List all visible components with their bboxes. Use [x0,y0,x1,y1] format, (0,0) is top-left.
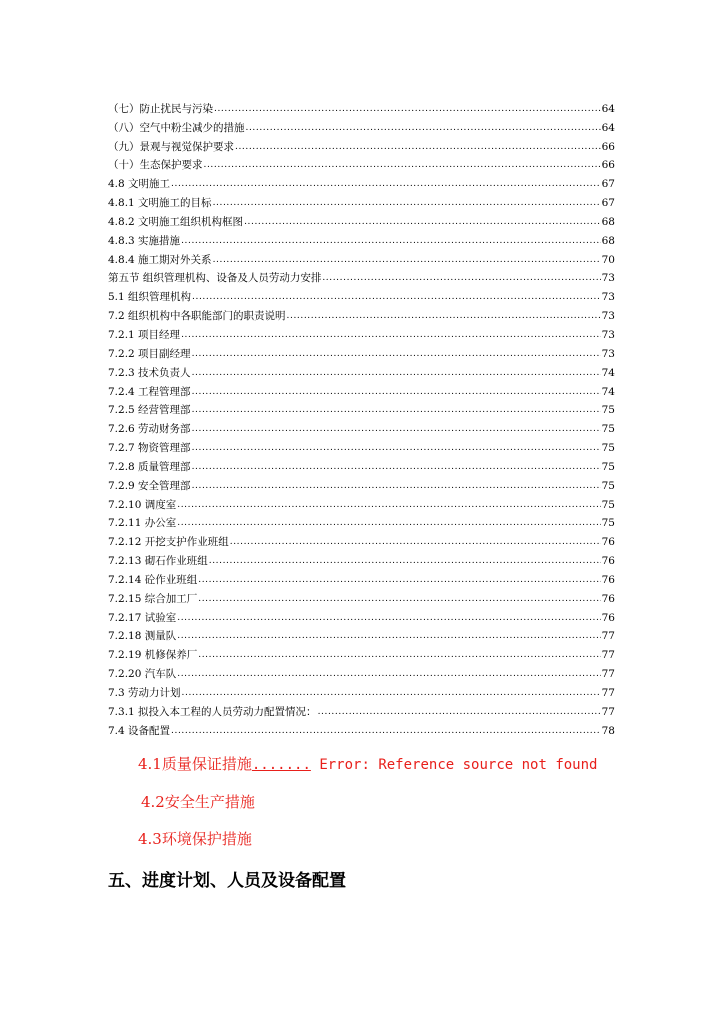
toc-entry[interactable] [108,116,615,135]
toc-entry-label: 4.8 文明施工 [108,178,171,191]
toc-entry-label: 4.8.2 文明施工组织机构框图 [108,215,244,228]
toc-entry-4-3 [138,828,252,849]
toc-leader-dots [192,404,601,417]
toc-leader-dots [204,159,601,172]
toc-entry-label: （十）生态保护要求 [108,159,203,172]
toc-entry-label: 7.2.14 砼作业班组 [108,573,198,586]
toc-entry[interactable] [108,154,615,173]
toc-entry[interactable] [108,643,615,662]
toc-entry-label: 7.2.8 质量管理部 [108,460,191,473]
toc-page-number: 77 [601,668,615,681]
toc-entry-label: 7.2.5 经营管理部 [108,404,191,417]
toc-entry-label: 4.8.4 施工期对外关系 [108,253,212,266]
toc-page-number: 77 [601,630,615,643]
toc-page-number: 73 [601,328,615,341]
toc-entry-label: 7.2.9 安全管理部 [108,479,191,492]
toc-entry-label: 7.4 设备配置 [108,724,171,737]
toc-page-number: 64 [601,121,615,134]
toc-page-number: 77 [601,687,615,699]
toc-page-number: 75 [601,423,615,436]
toc-entry[interactable] [108,512,615,531]
toc-leader-dots [230,536,601,549]
entry-title: 环境保护措施 [161,830,252,848]
toc-leader-dots [192,386,601,399]
toc-leader-dots [192,367,601,380]
toc-leader-dots [192,442,601,455]
toc-page-number: 76 [601,573,615,586]
toc-entry-label: 4.8.1 文明施工的目标 [108,197,212,210]
toc-entry-label: 7.2.20 汽车队 [108,668,177,681]
toc-leader-dots [192,461,601,474]
toc-leader-dots [246,122,601,135]
toc-entry[interactable] [108,285,615,304]
toc-page-number: 77 [601,649,615,662]
toc-entry-label: 第五节 组织管理机构、设备及人员劳动力安排 [108,272,322,285]
toc-entry[interactable] [108,568,615,587]
entry-title: 安全生产措施 [164,793,255,811]
toc-leader-dots [213,197,601,210]
toc-entry-label: 7.2.7 物资管理部 [108,442,191,455]
toc-entry[interactable] [108,172,615,191]
toc-entry-label: 7.3 劳动力计划 [108,687,181,699]
toc-entry-label: 5.1 组织管理机构 [108,291,192,304]
toc-page-number: 68 [601,215,615,228]
toc-entry[interactable] [108,191,615,210]
toc-leader-dots [182,687,601,700]
toc-entry[interactable] [108,530,615,549]
entry-number: 4.3 [138,830,162,848]
toc-entry[interactable] [108,304,615,323]
toc-entry-4-2 [141,791,255,812]
toc-leader-dots [192,480,601,493]
toc-leader-dots [235,141,601,154]
toc-entry-label: 4.8.3 实施措施 [108,234,181,247]
toc-leader-dots [198,593,600,606]
toc-entry[interactable] [108,380,615,399]
toc-entry[interactable] [108,625,615,644]
toc-entry[interactable] [108,342,615,361]
toc-leader-dots [318,706,601,719]
toc-entry[interactable] [108,719,615,738]
toc-page-number: 76 [601,555,615,568]
toc-entry[interactable] [108,436,615,455]
toc-page-number: 75 [601,498,615,511]
toc-leader-dots [192,291,601,304]
toc-page-number: 76 [601,536,615,549]
toc-entry-label: 7.2.12 开挖支护作业班组 [108,536,229,549]
toc-page-number: 64 [601,102,615,115]
toc-page-number: 75 [601,460,615,473]
table-of-contents [108,97,615,738]
reference-error-text: Error: Reference source not found [310,757,598,773]
toc-leader-dots [214,103,601,116]
toc-leader-dots [177,612,600,625]
toc-page-number: 73 [601,310,615,323]
toc-leader-dots [171,178,601,191]
toc-entry[interactable] [108,662,615,681]
toc-leader-dots [177,499,600,512]
toc-leader-dots [177,517,600,530]
toc-entry-label: 7.2 组织机构中各职能部门的职责说明 [108,310,286,323]
toc-page-number: 66 [601,159,615,172]
toc-entry[interactable] [108,135,615,154]
entry-number: 4.2 [141,793,165,811]
toc-leader-dots [287,310,601,323]
toc-entry-label: 7.2.11 办公室 [108,517,177,530]
toc-entry[interactable] [108,361,615,380]
toc-entry-label: 7.2.1 项目经理 [108,328,181,341]
toc-entry[interactable] [108,417,615,436]
toc-page-number: 66 [601,140,615,153]
toc-entry-label: 7.2.3 技术负责人 [108,366,191,379]
toc-page-number: 74 [601,385,615,398]
toc-entry[interactable] [108,210,615,229]
toc-entry-label: 7.2.13 砌石作业班组 [108,555,208,568]
entry-title: 质量保证措施 [161,755,252,773]
entry-number: 4.1 [138,755,162,773]
entry-dots: ....... [251,757,311,773]
toc-entry-label: （七）防止扰民与污染 [108,102,213,115]
toc-entry-label: 7.2.2 项目副经理 [108,347,191,360]
toc-leader-dots [171,725,601,738]
toc-entry-label: 7.2.15 综合加工厂 [108,592,198,605]
toc-leader-dots [198,574,600,587]
toc-entry[interactable] [108,681,615,700]
toc-page-number: 67 [601,197,615,210]
toc-leader-dots [177,630,600,643]
toc-entry[interactable] [108,323,615,342]
toc-entry[interactable] [108,455,615,474]
toc-page-number: 75 [601,442,615,455]
toc-entry[interactable] [108,248,615,267]
toc-entry-label: 7.3.1 拟投入本工程的人员劳动力配置情况： [108,705,317,718]
toc-page-number: 76 [601,611,615,624]
toc-page-number: 75 [601,404,615,417]
toc-entry[interactable] [108,474,615,493]
toc-entry[interactable] [108,229,615,248]
toc-page-number: 75 [601,517,615,530]
toc-page-number: 73 [601,272,615,285]
toc-leader-dots [192,423,601,436]
toc-entry-label: 7.2.4 工程管理部 [108,385,191,398]
toc-entry-label: 7.2.18 测量队 [108,630,177,643]
toc-page-number: 78 [601,724,615,737]
toc-entry-label: 7.2.17 试验室 [108,611,177,624]
toc-entry-label: 7.2.19 机修保养厂 [108,649,198,662]
section-heading: 五、进度计划、人员及设备配置 [108,871,346,891]
toc-entry[interactable] [108,587,615,606]
toc-leader-dots [198,649,600,662]
toc-leader-dots [244,216,601,229]
toc-leader-dots [181,329,601,342]
toc-page-number: 73 [601,291,615,304]
toc-error-entry-4-1 [138,753,597,774]
toc-page-number: 75 [601,479,615,492]
toc-page-number: 74 [601,366,615,379]
toc-entry-label: （八）空气中粉尘减少的措施 [108,121,245,134]
toc-page-number: 76 [601,592,615,605]
toc-page-number: 73 [601,347,615,360]
toc-entry[interactable] [108,549,615,568]
toc-page-number: 67 [601,178,615,191]
toc-entry[interactable] [108,97,615,116]
toc-leader-dots [209,555,601,568]
toc-page-number: 77 [601,705,615,718]
toc-entry[interactable] [108,606,615,625]
toc-leader-dots [322,272,600,285]
toc-entry-label: 7.2.6 劳动财务部 [108,423,191,436]
toc-entry[interactable] [108,267,615,286]
toc-entry[interactable] [108,493,615,512]
toc-entry-label: 7.2.10 调度室 [108,498,177,511]
toc-leader-dots [192,348,601,361]
toc-entry[interactable] [108,399,615,418]
toc-page-number: 68 [601,234,615,247]
toc-entry[interactable] [108,700,615,719]
toc-entry-label: （九）景观与视觉保护要求 [108,140,234,153]
toc-leader-dots [181,235,601,248]
toc-leader-dots [177,668,600,681]
toc-page-number: 70 [601,253,615,266]
toc-leader-dots [213,254,601,267]
